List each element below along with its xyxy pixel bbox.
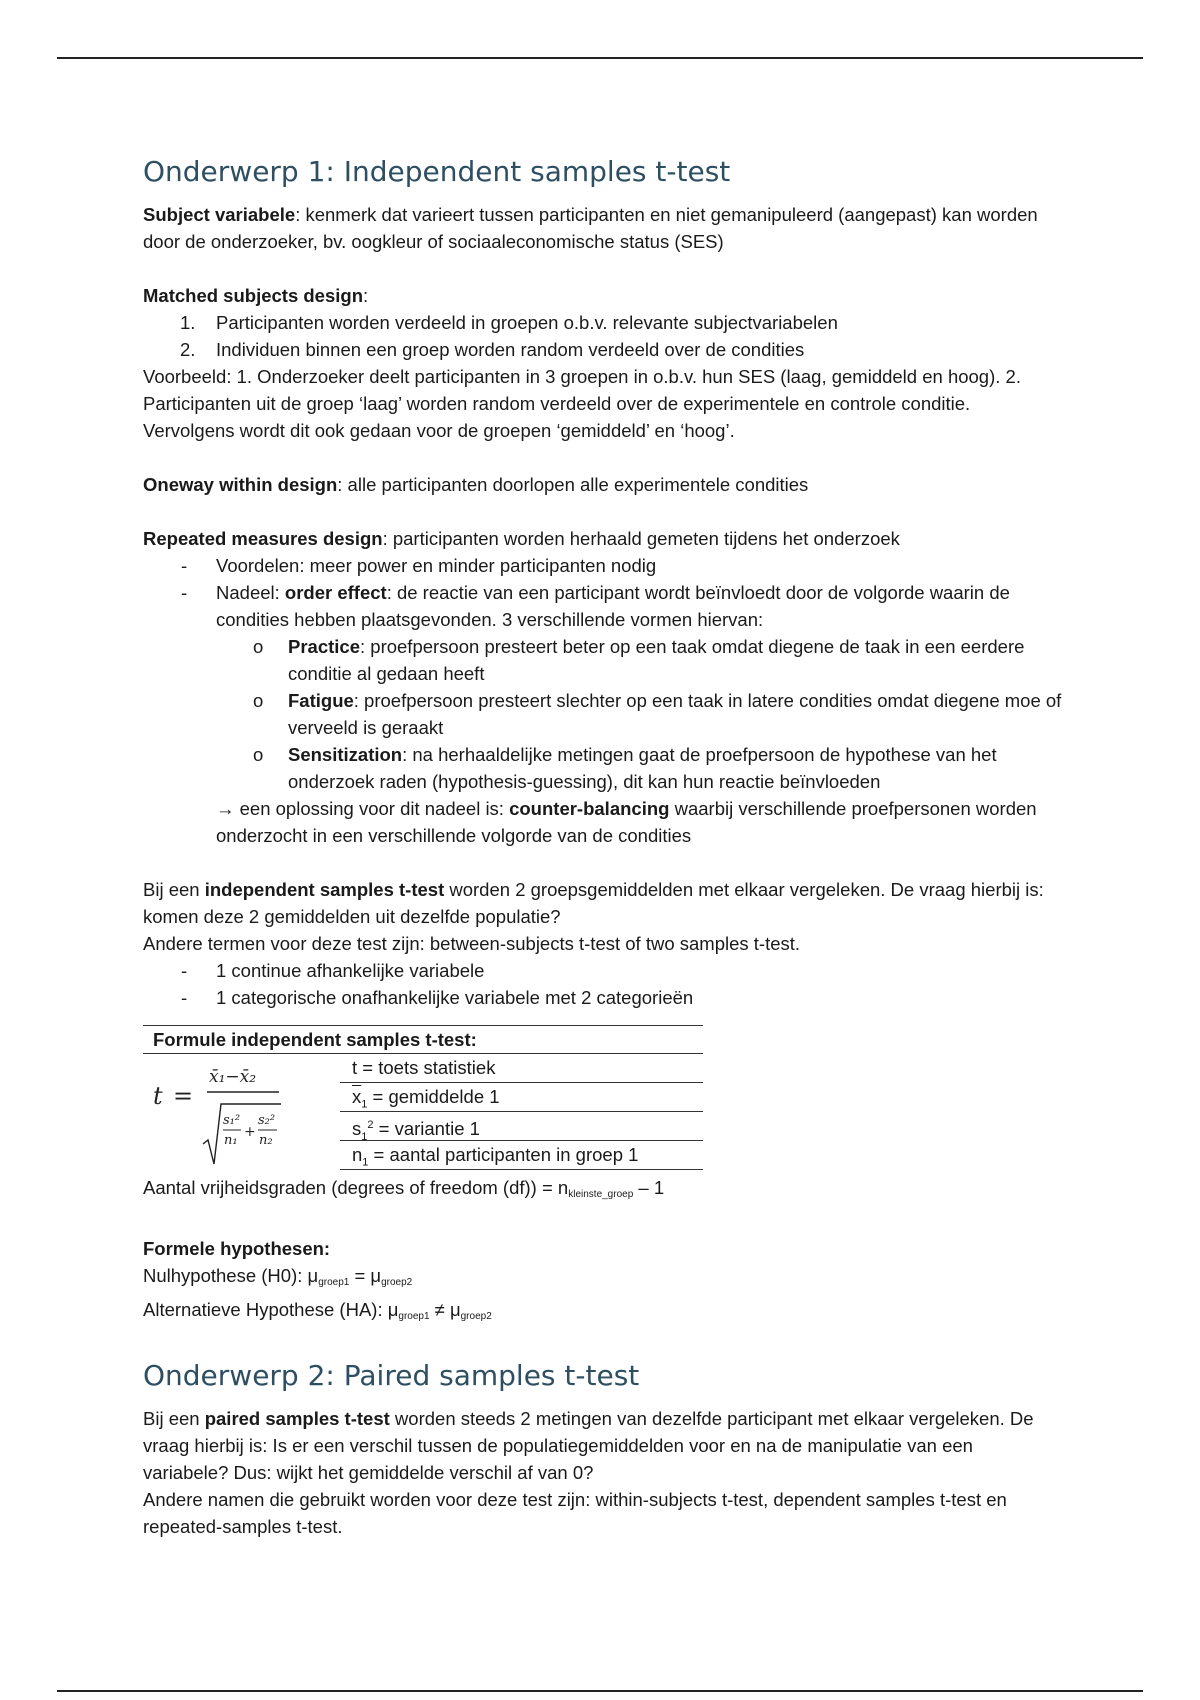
ha-line (143, 1296, 1063, 1330)
list-item (143, 957, 1063, 984)
solution-term: counter-balancing (509, 798, 670, 819)
formula-title (143, 1026, 703, 1054)
paired-other-names: Andere namen die gebruikt worden voor deze test zijn: within-subjects t-test, dependent samples t-test en repeated-samples t-test. (143, 1489, 1007, 1537)
list-item (143, 552, 1063, 579)
variance-sup: 2 (367, 1119, 374, 1131)
oneway-paragraph (143, 471, 1063, 498)
bottom-rule (57, 1690, 1143, 1692)
document-page (143, 153, 1063, 1540)
df-sub: kleinste_groep (568, 1189, 634, 1200)
t-statistic-equation (151, 1060, 321, 1170)
list-item (143, 309, 1063, 336)
paired-paragraph (143, 1405, 1063, 1486)
eq-s1-squared: s₁² (223, 1113, 241, 1128)
matched-heading (143, 282, 1063, 309)
h0-line (143, 1262, 1063, 1296)
eq-t-symbol: t (153, 1082, 163, 1110)
mean-sub: 1 (361, 1098, 368, 1111)
independent-variables-list (143, 957, 1063, 1011)
df-text: Aantal vrijheidsgraden (degrees of freedom (df)) = n (143, 1177, 569, 1198)
independent-text: worden 2 groepsgemiddelden met elkaar vergeleken. De vraag hierbij is: komen deze 2 gemiddelden uit dezelfde populatie? (143, 879, 1044, 927)
matched-example: Voorbeeld: 1. Onderzoeker deelt participanten in 3 groepen in o.b.v. hun SES (laag, gemiddeld en hoog). 2. Participanten uit de groep ‘laag’ worden random verdeeld over de experimentele en controle conditie. Vervolgens wordt dit ook gedaan voor de groepen ‘gemiddeld’ en ‘hoog’. (143, 366, 1021, 441)
ha-text: Alternatieve Hypothese (HA): μ (143, 1299, 399, 1320)
eq-numerator: x̄₁−x̄₂ (209, 1067, 257, 1087)
ha-mid: ≠ μ (429, 1299, 461, 1320)
eq-n2: n₂ (259, 1133, 273, 1148)
disadvantage-text: : de reactie van een participant wordt beïnvloedt door de volgorde waarin de condities hebben plaatsgevonden. 3 verschillende vormen hiervan: (216, 582, 1010, 630)
list-item-text: 1 continue afhankelijke variabele (216, 960, 485, 981)
legend-row-n (340, 1141, 703, 1170)
solution-text: waarbij verschillende proefpersonen worden onderzocht in een verschillende volgorde van de condities (216, 798, 1037, 846)
solution-prefix: → een oplossing voor dit nadeel is: (216, 798, 510, 819)
ha-sub1: groep1 (398, 1311, 430, 1322)
repeated-text: : participanten worden herhaald gemeten tijdens het onderzoek (382, 528, 900, 549)
list-item (143, 741, 1063, 795)
h0-text: Nulhypothese (H0): μ (143, 1265, 319, 1286)
repeated-list (143, 552, 1063, 633)
paired-term: paired samples t-test (204, 1408, 390, 1429)
mean-symbol: $\overline{x}$ (352, 1086, 362, 1107)
hypotheses-title-text: Formele hypothesen: (143, 1238, 331, 1259)
formula-table (143, 1025, 703, 1208)
list-item (143, 633, 1063, 687)
paired-text: worden steeds 2 metingen van dezelfde participant met elkaar vergeleken. De vraag hierbij is: Is er een verschil tussen de populatiegemiddelden voor en na de manipulatie van een variabele? Dus: wijkt het gemiddelde verschil af van 0? (143, 1408, 1034, 1483)
legend-row-mean (340, 1083, 703, 1112)
top-rule (57, 57, 1143, 59)
independent-term: independent samples t-test (204, 879, 445, 900)
subject-variable-text: : kenmerk dat varieert tussen participanten en niet gemanipuleerd (aangepast) kan worden door de onderzoeker, bv. oogkleur of sociaaleconomische status (SES) (143, 204, 1038, 252)
h0-mid: = μ (349, 1265, 382, 1286)
subject-variable-term: Subject variabele (143, 204, 296, 225)
oneway-text: : alle participanten doorlopen alle experimentele condities (337, 474, 809, 495)
matched-term: Matched subjects design (143, 285, 363, 306)
circle-bullet: o (253, 636, 264, 657)
n-text: = aantal participanten in groep 1 (368, 1144, 639, 1165)
independent-other-terms: Andere termen voor deze test zijn: between-subjects t-test of two samples t-test. (143, 933, 801, 954)
paired-prefix: Bij een (143, 1408, 205, 1429)
form-text: : na herhaaldelijke metingen gaat de proefpersoon de hypothese van het onderzoek raden (hypothesis-guessing), dit kan hun reactie beïnvloeden (288, 744, 997, 792)
eq-plus: + (244, 1124, 256, 1140)
formula-title-text: Formule independent samples t-test: (153, 1029, 477, 1050)
disadvantage-term: order effect (284, 582, 387, 603)
subject-variable-paragraph (143, 201, 1063, 255)
list-item (143, 984, 1063, 1011)
disadvantage-prefix: Nadeel: (216, 582, 285, 603)
n-sub: 1 (362, 1156, 369, 1169)
eq-s2-squared: s₂² (258, 1113, 276, 1128)
h0-sub1: groep1 (318, 1277, 350, 1288)
oneway-term: Oneway within design (143, 474, 338, 495)
list-item-text: Individuen binnen een groep worden random verdeeld over de condities (216, 339, 805, 360)
dash-bullet: - (181, 555, 188, 576)
list-number: 1. (180, 312, 196, 333)
list-item-text: 1 categorische onafhankelijke variabele met 2 categorieën (216, 987, 694, 1008)
matched-steps-list (143, 309, 1063, 363)
dash-bullet: - (181, 960, 188, 981)
legend-row-variance (340, 1112, 703, 1141)
list-item (143, 336, 1063, 363)
section-1-title: Onderwerp 1: Independent samples t-test (143, 155, 731, 188)
df-end: – 1 (633, 1177, 665, 1198)
list-item-text: Participanten worden verdeeld in groepen o.b.v. relevante subjectvariabelen (216, 312, 838, 333)
form-text: : proefpersoon presteert beter op een taak omdat diegene de taak in een eerdere conditie al gedaan heeft (288, 636, 1025, 684)
matched-colon: : (363, 285, 369, 306)
variance-text: = variantie 1 (373, 1118, 480, 1140)
list-number: 2. (180, 339, 196, 360)
variance-symbol: s (352, 1118, 362, 1140)
section-2-title: Onderwerp 2: Paired samples t-test (143, 1359, 640, 1392)
repeated-paragraph (143, 525, 1063, 552)
form-term: Practice (288, 636, 360, 657)
variance-sub: 1 (361, 1130, 368, 1143)
circle-bullet: o (253, 690, 264, 711)
form-term: Sensitization (288, 744, 403, 765)
ha-sub2: groep2 (460, 1311, 492, 1322)
repeated-term: Repeated measures design (143, 528, 383, 549)
dash-bullet: - (181, 987, 188, 1008)
formula-body (143, 1054, 703, 1174)
dash-bullet: - (181, 582, 188, 603)
eq-n1: n₁ (224, 1133, 238, 1148)
formula-legend (340, 1054, 703, 1170)
hypotheses-title (143, 1235, 1063, 1262)
independent-prefix: Bij een (143, 879, 205, 900)
legend-row-t: t = toets statistiek (340, 1054, 703, 1083)
h0-sub2: groep2 (381, 1277, 413, 1288)
form-term: Fatigue (288, 690, 354, 711)
form-text: : proefpersoon presteert slechter op een taak in latere condities omdat diegene moe of verveeld is geraakt (288, 690, 1062, 738)
independent-paragraph (143, 876, 1063, 930)
list-item (143, 579, 1063, 633)
solution-paragraph (143, 795, 1063, 849)
degrees-of-freedom-line (143, 1174, 703, 1208)
n-symbol: n (352, 1144, 363, 1165)
list-item (143, 687, 1063, 741)
mean-text: = gemiddelde 1 (367, 1086, 500, 1107)
eq-equals: = (173, 1082, 194, 1110)
order-effect-forms-list (143, 633, 1063, 795)
advantage-text: Voordelen: meer power en minder participanten nodig (216, 555, 657, 576)
circle-bullet: o (253, 744, 264, 765)
